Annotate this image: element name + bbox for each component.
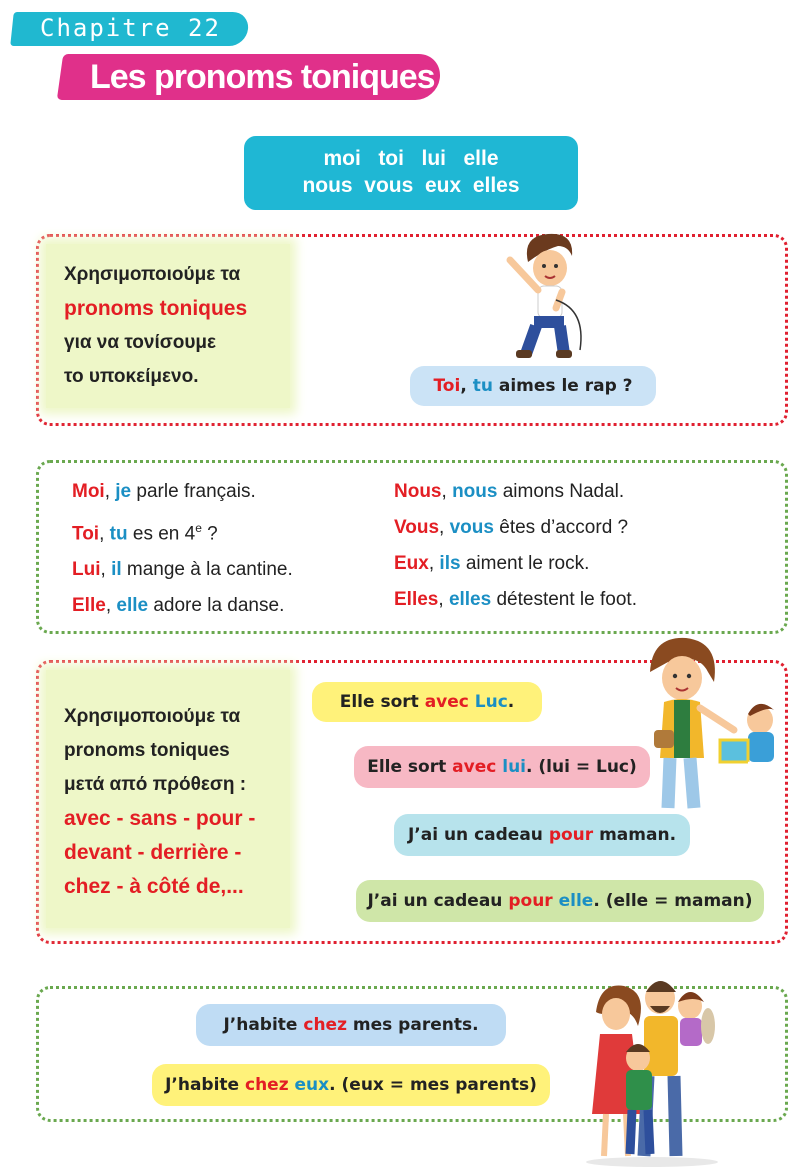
text-segment: J’habite	[165, 1075, 245, 1095]
example-pour-elle	[356, 880, 764, 922]
text-segment: Elle sort	[367, 757, 453, 777]
boy-singer-illustration	[470, 230, 600, 362]
text-segment: Moi	[72, 481, 105, 502]
text-segment: pour	[548, 825, 594, 845]
text-segment: ,	[460, 376, 473, 396]
text-segment: μετά από πρόθεση :	[64, 774, 247, 795]
text-segment: pronoms toniques	[64, 297, 248, 320]
example-sentence: Toi, tu es en 4e ?	[72, 521, 218, 545]
text-segment: J’habite	[223, 1015, 304, 1035]
text-segment: ils	[439, 553, 461, 574]
example-sentence: Vous, vous êtes d’accord ?	[394, 517, 629, 538]
example-sentence: Elle, elle adore la danse.	[72, 595, 285, 617]
mother-child-gift-illustration	[640, 632, 788, 812]
example-toi-tu	[410, 366, 656, 406]
text-segment: aimons Nadal.	[497, 481, 625, 502]
rule-text	[64, 700, 255, 904]
example-sentence: Moi, je parle français.	[72, 481, 256, 502]
example-chez-parents	[196, 1004, 506, 1046]
pronoun: lui	[421, 147, 446, 170]
pronoun: toi	[378, 147, 404, 170]
rule-text	[64, 258, 247, 394]
text-segment: Lui	[72, 559, 101, 581]
text-segment: tu	[472, 376, 493, 396]
text-segment: Elles	[394, 589, 439, 610]
text-segment: elles	[448, 589, 492, 610]
text-segment: lui	[502, 757, 527, 777]
text-segment: il	[111, 559, 122, 581]
text-segment: parle français.	[131, 481, 256, 502]
pronoun: vous	[364, 174, 414, 197]
text-segment: . (lui = Luc)	[526, 757, 637, 777]
text-segment: avec - sans - pour -	[64, 807, 256, 830]
text-segment: Toi	[433, 376, 461, 396]
text-segment: adore la danse.	[148, 595, 285, 617]
example-avec-luc	[312, 682, 542, 722]
page-title: Les pronoms toniques	[90, 58, 435, 96]
family-illustration	[578, 976, 724, 1168]
text-segment: maman.	[599, 825, 677, 845]
text-segment: nous	[452, 481, 498, 502]
text-segment: chez	[245, 1075, 289, 1095]
example-chez-eux	[152, 1064, 550, 1106]
text-segment: mes parents.	[346, 1015, 479, 1035]
text-segment: το υποκείμενο.	[64, 366, 199, 387]
text-segment: avec	[452, 757, 497, 777]
example-avec-lui	[354, 746, 650, 788]
pronoun: moi	[323, 147, 361, 170]
text-segment: elle	[116, 595, 149, 617]
example-sentence: Nous, nous aimons Nadal.	[394, 481, 625, 502]
text-segment: Χρησιμοποιούμε τα	[64, 264, 241, 285]
example-sentence: Elles, elles détestent le foot.	[394, 589, 637, 610]
text-segment: elle	[558, 891, 594, 911]
text-segment: ?	[201, 523, 218, 545]
text-segment: Luc	[474, 692, 508, 712]
text-segment: Elle sort	[339, 692, 425, 712]
text-segment: mange à la cantine.	[121, 559, 293, 581]
text-segment: . (elle = maman)	[593, 891, 753, 911]
pronoun-line-2	[244, 172, 578, 199]
text-segment: êtes d’accord ?	[493, 517, 629, 538]
text-segment: aiment le rock.	[460, 553, 590, 574]
text-segment: pronoms toniques	[64, 740, 230, 761]
text-segment: Vous	[394, 517, 440, 538]
text-segment: eux	[288, 1075, 330, 1095]
text-segment: es en 4	[127, 523, 196, 545]
text-segment: aimes le rap ?	[492, 376, 633, 396]
text-segment: chez	[303, 1015, 347, 1035]
pronoun: elles	[472, 174, 520, 197]
example-sentence: Eux, ils aiment le rock.	[394, 553, 590, 574]
pronoun: eux	[424, 174, 462, 197]
text-segment: J’ai un cadeau	[407, 825, 549, 845]
example-sentence: Lui, il mange à la cantine.	[72, 559, 293, 581]
text-segment: chez - à côté de,...	[64, 875, 244, 898]
examples-left-column	[72, 474, 293, 624]
text-segment: Eux	[394, 553, 429, 574]
pronoun: nous	[302, 174, 353, 197]
text-segment: e	[195, 521, 202, 535]
text-segment: Nous	[394, 481, 442, 502]
text-segment: devant - derrière -	[64, 841, 242, 864]
text-segment: je	[115, 481, 132, 502]
examples-right-column	[394, 474, 637, 618]
example-pour-maman	[394, 814, 690, 856]
text-segment: Toi	[72, 523, 100, 545]
text-segment: J’ai un cadeau	[367, 891, 509, 911]
text-segment: για να τονίσουμε	[64, 332, 217, 353]
text-segment: détestent le foot.	[491, 589, 637, 610]
pronoun-line-1	[244, 145, 578, 172]
text-segment: .	[507, 692, 515, 712]
text-segment: Χρησιμοποιούμε τα	[64, 706, 241, 727]
text-segment: Elle	[72, 595, 106, 617]
text-segment: vous	[449, 517, 494, 538]
text-segment: avec	[424, 692, 469, 712]
chapter-label: Chapitre 22	[40, 14, 221, 42]
pronoun-list-box	[244, 136, 578, 210]
text-segment: tu	[109, 523, 128, 545]
text-segment: . (eux = mes parents)	[329, 1075, 537, 1095]
text-segment: pour	[508, 891, 553, 911]
pronoun: elle	[463, 147, 499, 170]
